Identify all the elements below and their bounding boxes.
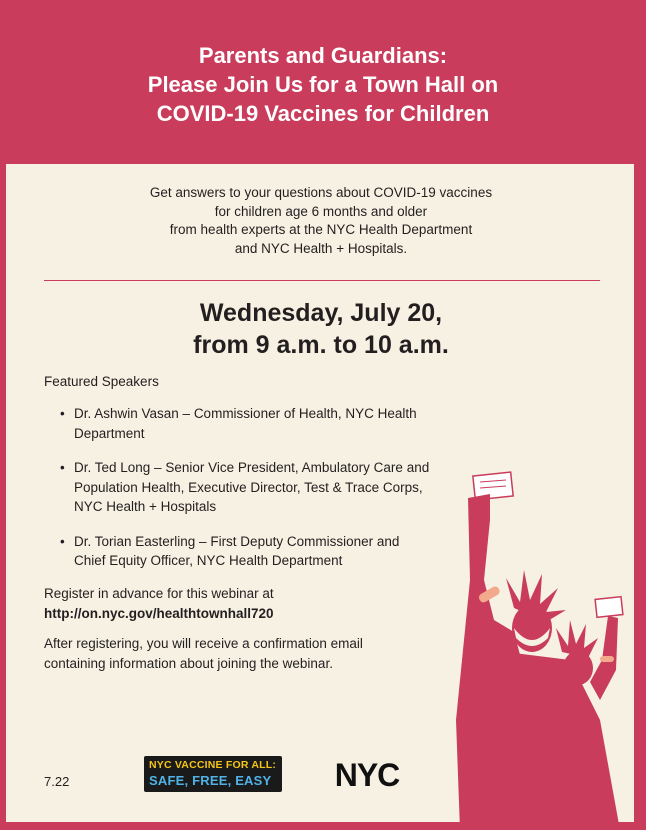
- vaccine-logo-bottom: SAFE, FREE, EASY: [149, 773, 272, 788]
- registration-text: Register in advance for this webinar at: [44, 586, 274, 601]
- intro-line-1: Get answers to your questions about COVID-19 vaccines: [149, 185, 493, 200]
- statue-of-liberty-illustration: [450, 470, 630, 830]
- event-date: [6, 297, 634, 361]
- list-item: • Dr. Ted Long – Senior Vice President, Ambulatory Care and Population Health, Executive Director, Test & Trace Corps, NYC Health + Hospitals: [60, 458, 430, 517]
- nyc-logo: [322, 756, 412, 792]
- footer-code: 7.22: [44, 774, 70, 789]
- registration-block: [44, 584, 444, 623]
- intro-line-4: and NYC Health + Hospitals.: [234, 240, 408, 256]
- page-title: [148, 37, 498, 128]
- after-registering-text: [44, 634, 444, 673]
- intro-line-2: for children age 6 months and older: [214, 203, 428, 219]
- speakers-list: [60, 404, 430, 586]
- vaccine-for-all-logo: [144, 756, 282, 792]
- list-item: • Dr. Ashwin Vasan – Commissioner of Health, NYC Health Department: [60, 404, 430, 443]
- event-time-line: from 9 a.m. to 10 a.m.: [193, 331, 449, 359]
- nyc-logo-text: NYC: [334, 757, 400, 792]
- header-banner: [0, 0, 646, 164]
- vaccine-logo-top: NYC VACCINE FOR ALL:: [149, 759, 277, 771]
- title-line-3: COVID-19 Vaccines for Children: [156, 100, 490, 126]
- divider: [44, 280, 600, 281]
- title-line-1: Parents and Guardians:: [198, 42, 448, 68]
- list-item: • Dr. Torian Easterling – First Deputy Commissioner and Chief Equity Officer, NYC Health Department: [60, 532, 430, 571]
- registration-link[interactable]: http://on.nyc.gov/healthtownhall720: [44, 605, 274, 621]
- event-date-line: Wednesday, July 20,: [199, 299, 443, 327]
- after-line-1: After registering, you will receive a confirmation email: [44, 636, 363, 651]
- speakers-heading: Featured Speakers: [44, 374, 159, 389]
- intro-text: [6, 184, 634, 258]
- title-line-2: Please Join Us for a Town Hall on: [147, 71, 499, 97]
- after-line-2: containing information about joining the webinar.: [44, 655, 333, 671]
- intro-line-3: from health experts at the NYC Health Department: [169, 222, 473, 237]
